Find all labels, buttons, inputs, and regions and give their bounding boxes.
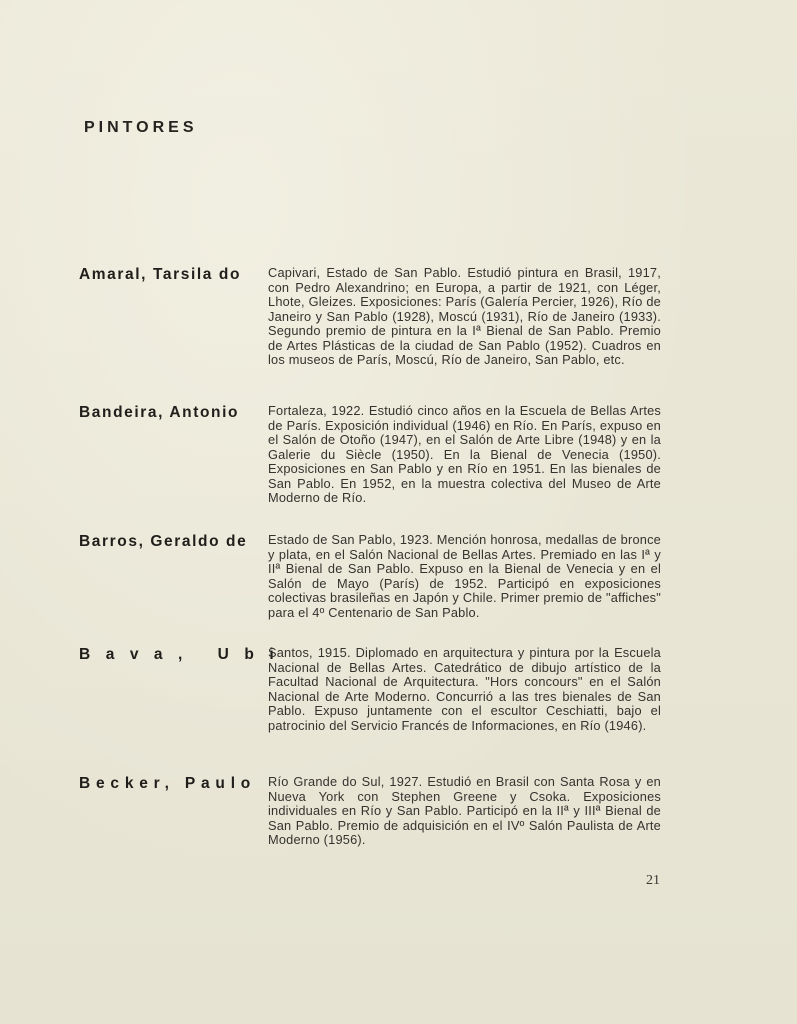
painter-bio: Santos, 1915. Diplomado en arquitectura y pintura por la Escuela Nacional de Bellas Artes. Catedrático de dibujo artístico de la Facultad Nacional de Arquitectura. "Hors concours" en el Salón Nacional de Arte Moderno. Concurrió a las tres bienales de San Pablo. Expuso juntamente con el escultor Ceschiatti, bajo el patrocinio del Servicio Francés de Informaciones, en Río (1946). <box>268 645 661 733</box>
section-title: PINTORES <box>84 119 198 136</box>
painter-bio: Fortaleza, 1922. Estudió cinco años en la Escuela de Bellas Artes de París. Exposición individual (1946) en Río. En París, expuso en el Salón de Otoño (1947), en el Salón de Arte Libre (1948) y en la Galerie du Siècle (1950). En la Bienal de Venecia (1950). Exposiciones en San Pablo y en Río en 1951. En las bienales de San Pablo. En 1952, en la muestra colectiva del Museo de Arte Moderno de Río. <box>268 403 661 505</box>
painter-name: Barros, Geraldo de <box>79 533 248 550</box>
painter-name: Becker, Paulo <box>79 775 257 792</box>
painter-name: Amaral, Tarsila do <box>79 266 242 283</box>
painter-bio: Capivari, Estado de San Pablo. Estudió pintura en Brasil, 1917, con Pedro Alexandrino; en Europa, a partir de 1921, con Léger, Lhote, Gleizes. Exposiciones: París (Galería Percier, 1926), Río de Janeiro y San Pablo (1928), Moscú (1931), Río de Janeiro (1933). Segundo premio de pintura en la Iª Bienal de San Pablo. Premio de Artes Plásticas de la ciudad de San Pablo (1952). Cuadros en los museos de París, Moscú, Río de Janeiro, San Pablo, etc. <box>268 265 661 367</box>
painter-name: Bava, Ubi <box>79 646 290 663</box>
page-number: 21 <box>646 873 660 888</box>
painter-name: Bandeira, Antonio <box>79 404 240 421</box>
painter-bio: Río Grande do Sul, 1927. Estudió en Brasil con Santa Rosa y en Nueva York con Stephen Greene y Csoka. Exposiciones individuales en Río y San Pablo. Participó en la IIª y IIIª Bienal de San Pablo. Premio de adquisición en el IVº Salón Paulista de Arte Moderno (1956). <box>268 774 661 847</box>
painter-bio: Estado de San Pablo, 1923. Mención honrosa, medallas de bronce y plata, en el Salón Nacional de Bellas Artes. Premiado en las Iª y IIª Bienal de San Pablo. Expuso en la Bienal de Venecia y en el Salón de Mayo (París) de 1952. Participó en exposiciones colectivas brasileñas en Japón y Chile. Primer premio de "affiches" para el 4º Centenario de San Pablo. <box>268 532 661 620</box>
